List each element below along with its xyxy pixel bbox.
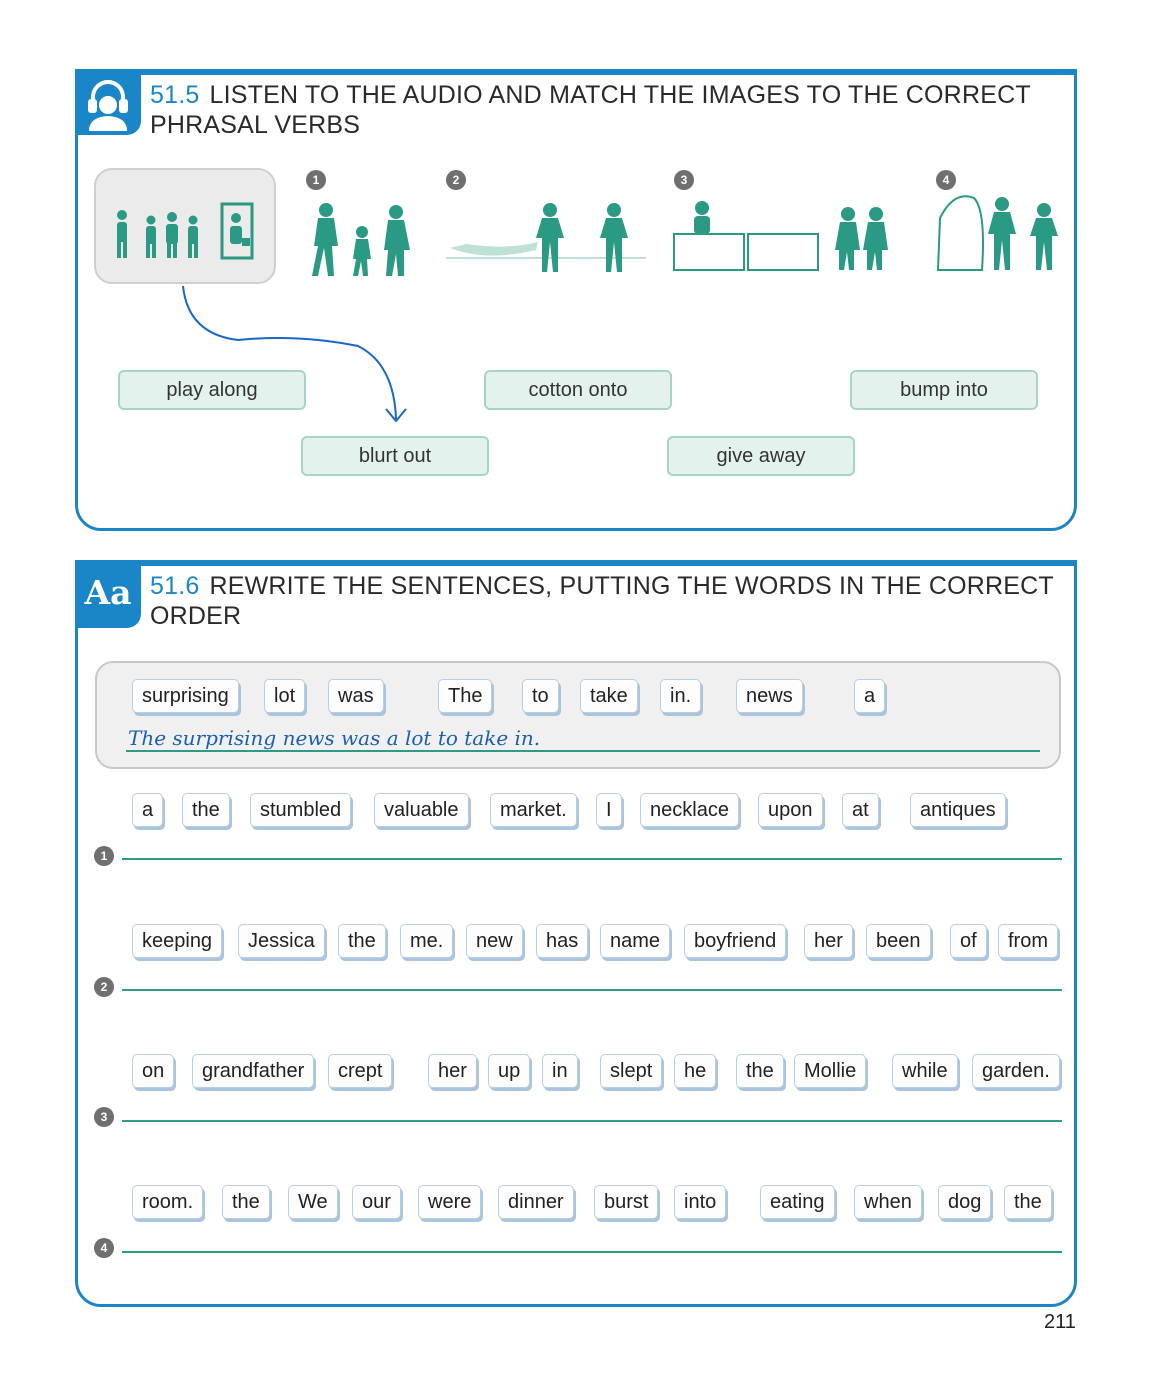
answer-line-1[interactable] bbox=[122, 858, 1062, 860]
headphones-icon bbox=[75, 69, 141, 135]
word-tile[interactable]: eating bbox=[760, 1185, 835, 1219]
example-image-surprise-party[interactable] bbox=[94, 168, 276, 284]
word-tile[interactable]: from bbox=[998, 924, 1058, 958]
panel-top-bar bbox=[75, 560, 1077, 566]
image-number-4: 4 bbox=[936, 170, 956, 190]
word-tile[interactable]: at bbox=[842, 793, 879, 827]
option-give-away[interactable]: give away bbox=[667, 436, 855, 476]
word-tile[interactable]: slept bbox=[600, 1054, 662, 1088]
word-tile[interactable]: valuable bbox=[374, 793, 469, 827]
word-tile[interactable]: surprising bbox=[132, 679, 239, 713]
image-number-3: 3 bbox=[674, 170, 694, 190]
question-number: 3 bbox=[94, 1107, 114, 1127]
image-1-children-shouting[interactable] bbox=[296, 198, 426, 278]
exercise-title bbox=[150, 571, 1070, 631]
word-tile[interactable]: lot bbox=[264, 679, 305, 713]
option-blurt-out[interactable]: blurt out bbox=[301, 436, 489, 476]
word-tile[interactable]: dinner bbox=[498, 1185, 574, 1219]
answer-line-2[interactable] bbox=[122, 989, 1062, 991]
question-number: 2 bbox=[94, 977, 114, 997]
option-bump-into[interactable]: bump into bbox=[850, 370, 1038, 410]
exercise-number: 51.6 bbox=[150, 572, 200, 600]
exercise-title bbox=[150, 80, 1050, 140]
word-tile[interactable]: dog bbox=[938, 1185, 991, 1219]
word-tile[interactable]: her bbox=[804, 924, 853, 958]
exercise-51-6-panel bbox=[75, 560, 1077, 1307]
word-tile[interactable]: The bbox=[438, 679, 492, 713]
word-tile[interactable]: the bbox=[1004, 1185, 1052, 1219]
word-tile[interactable]: name bbox=[600, 924, 670, 958]
word-tile[interactable]: take bbox=[580, 679, 638, 713]
word-tile[interactable]: on bbox=[132, 1054, 174, 1088]
image-2-bumping-into-someone[interactable] bbox=[446, 188, 646, 278]
word-tile[interactable]: the bbox=[222, 1185, 270, 1219]
image-4-covered-statue[interactable] bbox=[934, 188, 1066, 278]
example-answer: The surprising news was a lot to take in. bbox=[128, 726, 541, 750]
question-2-word-row bbox=[132, 924, 1072, 964]
word-tile[interactable]: up bbox=[488, 1054, 530, 1088]
word-tile[interactable]: a bbox=[132, 793, 163, 827]
question-4-word-row bbox=[132, 1185, 1072, 1225]
word-tile[interactable]: stumbled bbox=[250, 793, 351, 827]
word-tile[interactable]: the bbox=[736, 1054, 784, 1088]
word-tile[interactable]: been bbox=[866, 924, 931, 958]
word-tile[interactable]: our bbox=[352, 1185, 401, 1219]
page-number: 211 bbox=[1044, 1311, 1076, 1333]
word-tile[interactable]: while bbox=[892, 1054, 958, 1088]
word-tile[interactable]: keeping bbox=[132, 924, 222, 958]
question-1-word-row bbox=[132, 793, 1072, 833]
word-tile[interactable]: of bbox=[950, 924, 987, 958]
word-tile[interactable]: has bbox=[536, 924, 588, 958]
exercise-number: 51.5 bbox=[150, 81, 200, 109]
question-number: 4 bbox=[94, 1238, 114, 1258]
word-tile[interactable]: Jessica bbox=[238, 924, 325, 958]
question-number: 1 bbox=[94, 846, 114, 866]
answer-line-4[interactable] bbox=[122, 1251, 1062, 1253]
option-cotton-onto[interactable]: cotton onto bbox=[484, 370, 672, 410]
exercise-51-5-panel bbox=[75, 69, 1077, 531]
word-tile[interactable]: her bbox=[428, 1054, 477, 1088]
word-tile[interactable]: necklace bbox=[640, 793, 739, 827]
word-tile[interactable]: the bbox=[182, 793, 230, 827]
word-tile[interactable]: me. bbox=[400, 924, 453, 958]
option-play-along[interactable]: play along bbox=[118, 370, 306, 410]
word-tile[interactable]: a bbox=[854, 679, 885, 713]
word-tile[interactable]: when bbox=[854, 1185, 922, 1219]
question-3-word-row bbox=[132, 1054, 1072, 1094]
word-tile[interactable]: news bbox=[736, 679, 803, 713]
word-tile[interactable]: market. bbox=[490, 793, 577, 827]
word-tile[interactable]: crept bbox=[328, 1054, 392, 1088]
image-number-2: 2 bbox=[446, 170, 466, 190]
word-tile[interactable]: to bbox=[522, 679, 559, 713]
word-tile[interactable]: garden. bbox=[972, 1054, 1060, 1088]
image-3-skaters-at-rink[interactable] bbox=[672, 188, 912, 278]
word-tile[interactable]: antiques bbox=[910, 793, 1006, 827]
word-tile[interactable]: into bbox=[674, 1185, 726, 1219]
word-tile[interactable]: new bbox=[466, 924, 523, 958]
word-tile[interactable]: was bbox=[328, 679, 384, 713]
word-tile[interactable]: in. bbox=[660, 679, 701, 713]
word-tile[interactable]: boyfriend bbox=[684, 924, 786, 958]
exercise-title-text: LISTEN TO THE AUDIO AND MATCH THE IMAGES TO THE CORRECT PHRASAL VERBS bbox=[150, 81, 1031, 139]
word-tile[interactable]: We bbox=[288, 1185, 338, 1219]
word-tile[interactable]: in bbox=[542, 1054, 578, 1088]
panel-top-bar bbox=[75, 69, 1077, 75]
word-tile[interactable]: room. bbox=[132, 1185, 203, 1219]
aa-vocabulary-icon: Aa bbox=[75, 560, 141, 628]
exercise-title-text: REWRITE THE SENTENCES, PUTTING THE WORDS IN THE CORRECT ORDER bbox=[150, 572, 1054, 630]
example-word-row bbox=[132, 679, 1072, 719]
word-tile[interactable]: I bbox=[596, 793, 622, 827]
word-tile[interactable]: Mollie bbox=[794, 1054, 866, 1088]
image-number-1: 1 bbox=[306, 170, 326, 190]
answer-line-3[interactable] bbox=[122, 1120, 1062, 1122]
word-tile[interactable]: the bbox=[338, 924, 386, 958]
word-tile[interactable]: he bbox=[674, 1054, 716, 1088]
word-tile[interactable]: upon bbox=[758, 793, 823, 827]
word-tile[interactable]: were bbox=[418, 1185, 481, 1219]
word-tile[interactable]: burst bbox=[594, 1185, 658, 1219]
example-answer-line bbox=[126, 750, 1040, 752]
word-tile[interactable]: grandfather bbox=[192, 1054, 314, 1088]
